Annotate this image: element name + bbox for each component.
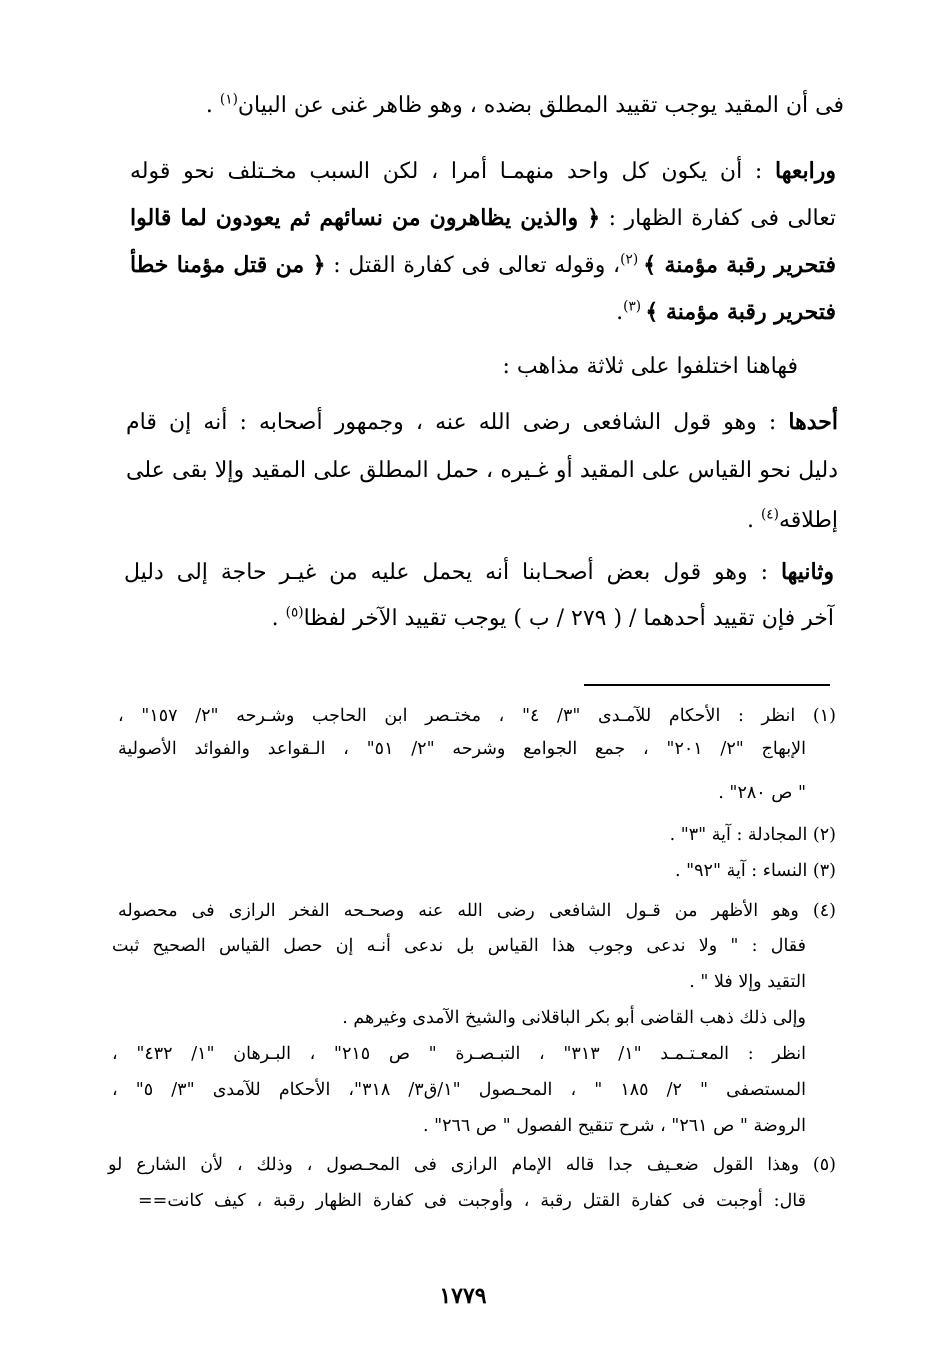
footnote-text: (٢) المجادلة : آية "٣" . [669,825,836,845]
footnote-text: انظر : المعـتـمـد "١/ ٣١٣" ، التبـصـرة " ص ٢١٥" ، البـرهان "١/ ٤٣٢" ، [112,1044,806,1064]
body-line [503,356,799,378]
quran-quote: ﴿ من قتل مؤمنا خطأ [130,252,326,278]
footnote-text: (٥) وهذا القول ضعـيف جدا قاله الإمام الرازى فى المحـصول ، وذلك ، لأن الشارع لو [108,1155,836,1175]
quran-quote: ﴿ والذين يظاهرون من نسائهم ثم يعودون لما قالوا [130,205,601,231]
body-line [124,561,834,584]
footnote-line [112,938,806,956]
footnote-ref: (٢) [620,251,644,268]
footnote-text: قال: أوجبت فى كفارة القتل رقبة ، وأوجبت فى كفارة الظهار رقبة ، كيف كانت== [138,1191,806,1211]
footnote-ref: (٤) [760,506,779,523]
footnote-line [670,827,836,845]
body-text: : أن يكون كل واحد منهمـا أمرا ، لكن السبب مخـتلف نحو قوله [130,159,776,184]
footnote-text: الروضة " ص ٢٦١" ، شرح تنقيح الفصول " ص ٢٦٦" . [422,1116,806,1136]
footnote-ref: (١) [219,91,238,108]
body-text: : وهو قول بعض أصحـابنا أنه يحمل عليه من غيـر حاجة إلى دليل [124,560,781,585]
footnote-text: (٤) وهو الأظهر من قـول الشافعى رضى الله عنه وصحـحه الفخر الرازى فى محصوله [118,901,836,921]
quran-quote: فتحرير رقبة مؤمنة ﴾ [645,299,836,325]
footnote-text: فقال : " ولا ندعى وجوب هذا القياس بل ندعى أنـه إن حصل القياس الصحيح ثبت [112,936,806,956]
body-text: فهاهنا اختلفوا على ثلاثة مذاهب : [502,354,798,379]
footnote-line [112,1082,806,1100]
footnote-line [689,974,806,992]
body-line [130,207,836,230]
footnote-ref: (٥) [285,604,304,621]
paragraph-heading: أحدها [788,409,838,435]
footnote-line [108,1157,836,1175]
footnote-text: " ص ٢٨٠" . [718,783,806,803]
footnote-line [118,708,836,726]
body-text: فى أن المقيد يوجب تقييد المطلق بضده ، وهو ظاهر غنى عن البيان [237,93,844,118]
body-text: . [746,508,761,533]
body-text: ، وقوله تعالى فى كفارة القتل : [325,253,621,278]
footnote-text: وإلى ذلك ذهب القاضى أبو بكر الباقلانى والشيخ الآمدى وغيرهم . [342,1008,806,1028]
body-line [130,160,836,183]
footnote-line [118,741,806,759]
body-text: آخر فإن تقييد أحدهما / ( ٢٧٩ / ب ) يوجب تقييد الآخر لفظا [303,606,834,631]
footnote-line [718,785,806,803]
body-text: تعالى فى كفارة الظهار : [600,206,836,231]
footnote-line [342,1010,806,1028]
body-line [616,298,836,325]
page-number: ١٧٧٩ [439,1283,487,1309]
footnote-text: المستصفى " ٢/ ١٨٥ " ، المحـصول "١/ق٣/ ٣١٨"، الأحكام للآمدى "٣/ ٥" ، [112,1080,806,1100]
body-text: . [271,606,286,631]
quran-quote: فتحرير رقبة مؤمنة ﴾ [643,252,836,278]
footnote-line [675,863,836,881]
body-text: دليل نحو القياس على المقيد أو غـيره ، حمل المطلق على المقيد وإلا بقى على [126,458,838,483]
footnote-text: الإبهاج "٢/ ٢٠١" ، جمع الجوامع وشرحه "٢/ ٥١" ، الـقواعد والفوائد الأصولية [118,739,806,759]
body-line [126,411,838,434]
footnote-separator [584,684,830,686]
footnote-text: التقيد وإلا فلا " . [689,972,806,992]
paragraph-heading: وثانيها [780,559,834,585]
footnote-line [423,1118,806,1136]
footnote-line [118,903,836,921]
body-line [205,91,844,118]
body-text: . [205,93,220,118]
body-text: . [616,300,624,325]
body-line [271,604,834,631]
body-line [746,506,838,533]
footnote-ref: (٣) [623,298,646,315]
body-text: : وهو قول الشافعى رضى الله عنه ، وجمهور أصحابه : أنه إن قام [126,410,789,435]
body-text: إطلاقه [778,508,838,533]
footnote-text: (١) انظر : الأحكام للآمـدى "٣/ ٤" ، مختـصر ابن الحاجب وشـرحه "٢/ ١٥٧" ، [118,706,836,726]
footnote-line [112,1046,806,1064]
footnote-line [138,1193,806,1211]
footnote-text: (٣) النساء : آية "٩٢" . [674,861,836,881]
body-line [126,460,838,482]
body-line [130,251,836,278]
paragraph-heading: ورابعها [775,158,836,184]
